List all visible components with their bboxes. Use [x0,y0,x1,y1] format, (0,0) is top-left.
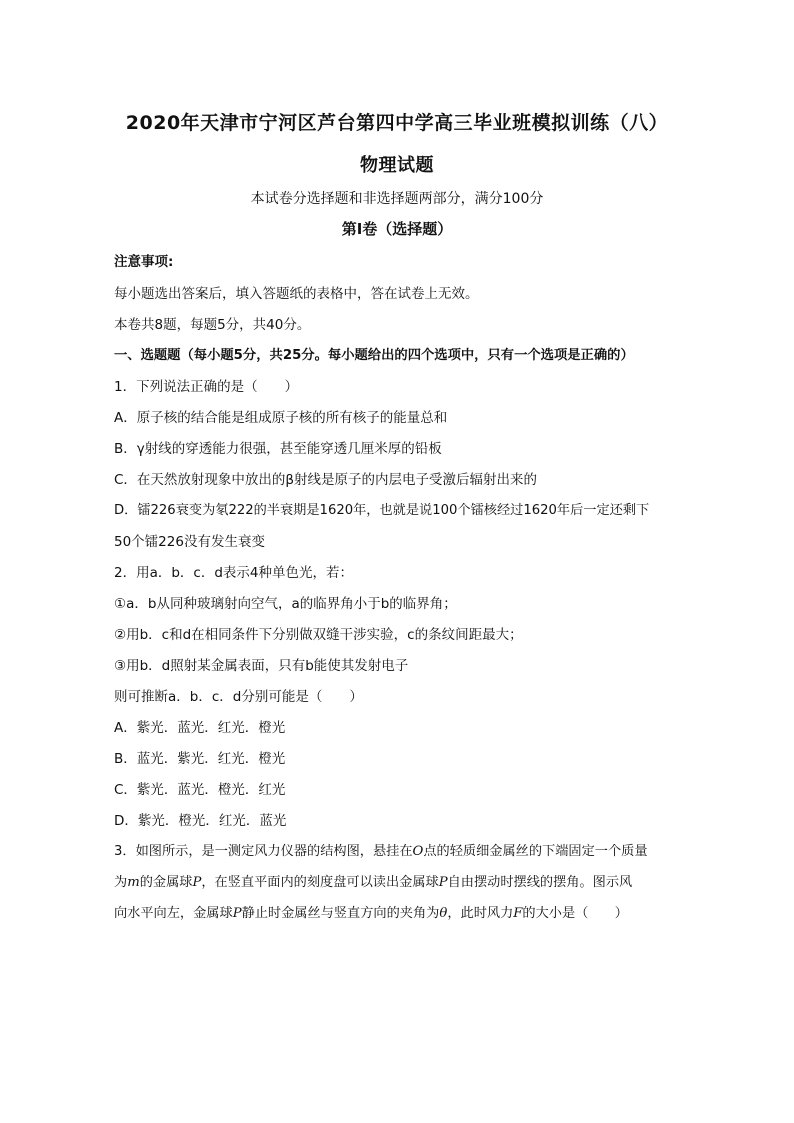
q3-text: 的大小是（ ） [522,906,628,921]
q3-line-2 [114,871,684,890]
volume-heading: 第Ⅰ卷（选择题） [341,220,453,238]
q3-var-m: m [127,875,140,890]
q2-condition-3: ③用b．d照射某金属表面，只有b能使其发射电子 [114,658,409,674]
q3-line-3 [114,902,684,921]
q3-var-p: P [232,906,242,921]
q3-var-p: P [438,875,448,890]
exam-intro: 本试卷分选择题和非选择题两部分，满分100分 [250,191,544,207]
q3-text: 为 [114,875,128,890]
exam-subtitle: 物理试题 [360,155,434,176]
q3-text: 静止时金属丝与竖直方向的夹角为 [241,906,440,921]
q2-option-d: D．紫光．橙光．红光．蓝光 [114,813,287,829]
q3-text: 3．如图所示，是一测定风力仪器的结构图，悬挂在 [114,844,413,859]
q1-option-c: C．在天然放射现象中放出的β射线是原子的内层电子受激后辐射出来的 [114,472,538,488]
q3-var-o: O [412,844,424,859]
q2-option-b: B．蓝光．紫光．红光．橙光 [114,751,286,767]
q3-text: 的金属球 [139,875,193,890]
q2-option-a: A．紫光．蓝光．红光．橙光 [114,720,286,736]
notes-line-1: 每小题选出答案后，填入答题纸的表格中，答在试卷上无效。 [114,286,479,302]
q3-text: ，在竖直平面内的刻度盘可以读出金属球 [201,875,439,890]
q2-stem: 2．用a．b．c．d表示4种单色光，若： [114,565,354,581]
q1-option-a: A．原子核的结合能是组成原子核的所有核子的能量总和 [114,410,448,426]
q1-option-d-line2: 50个镭226没有发生衰变 [114,534,265,550]
q2-condition-2: ②用b．c和d在相同条件下分别做双缝干涉实验，c的条纹间距最大； [114,627,523,643]
q3-var-theta: θ [439,906,448,921]
q3-text: ，此时风力 [447,906,514,921]
section-heading: 一、选题题（每小题5分，共25分。每小题给出的四个选项中，只有一个选项是正确的） [114,348,634,363]
notes-heading: 注意事项: [114,254,174,270]
q3-line-1 [114,840,684,859]
notes-line-2: 本卷共8题，每题5分，共40分。 [114,317,311,333]
q3-var-f: F [513,906,523,921]
q3-var-p: P [192,875,202,890]
q2-option-c: C．紫光．蓝光．橙光．红光 [114,782,286,798]
q1-option-b: B．γ射线的穿透能力很强，甚至能穿透几厘米厚的铅板 [114,441,442,457]
q3-text: 点的轻质细金属丝的下端固定一个质量 [423,844,648,859]
q1-stem: 1．下列说法正确的是（ ） [114,379,299,395]
q3-text: 自由摆动时摆线的摆角。图示风 [447,875,633,890]
exam-title: 2020年天津市宁河区芦台第四中学高三毕业班模拟训练（八） [125,112,669,134]
q1-option-d-line1: D．镭226衰变为氡222的半衰期是1620年，也就是说100个镭核经过1620年后一定还剩下 [114,503,650,518]
q2-question: 则可推断a．b．c．d分别可能是（ ） [114,689,363,705]
q2-condition-1: ①a．b从同种玻璃射向空气，a的临界角小于b的临界角； [114,596,457,612]
q3-text: 向水平向左，金属球 [114,906,233,921]
